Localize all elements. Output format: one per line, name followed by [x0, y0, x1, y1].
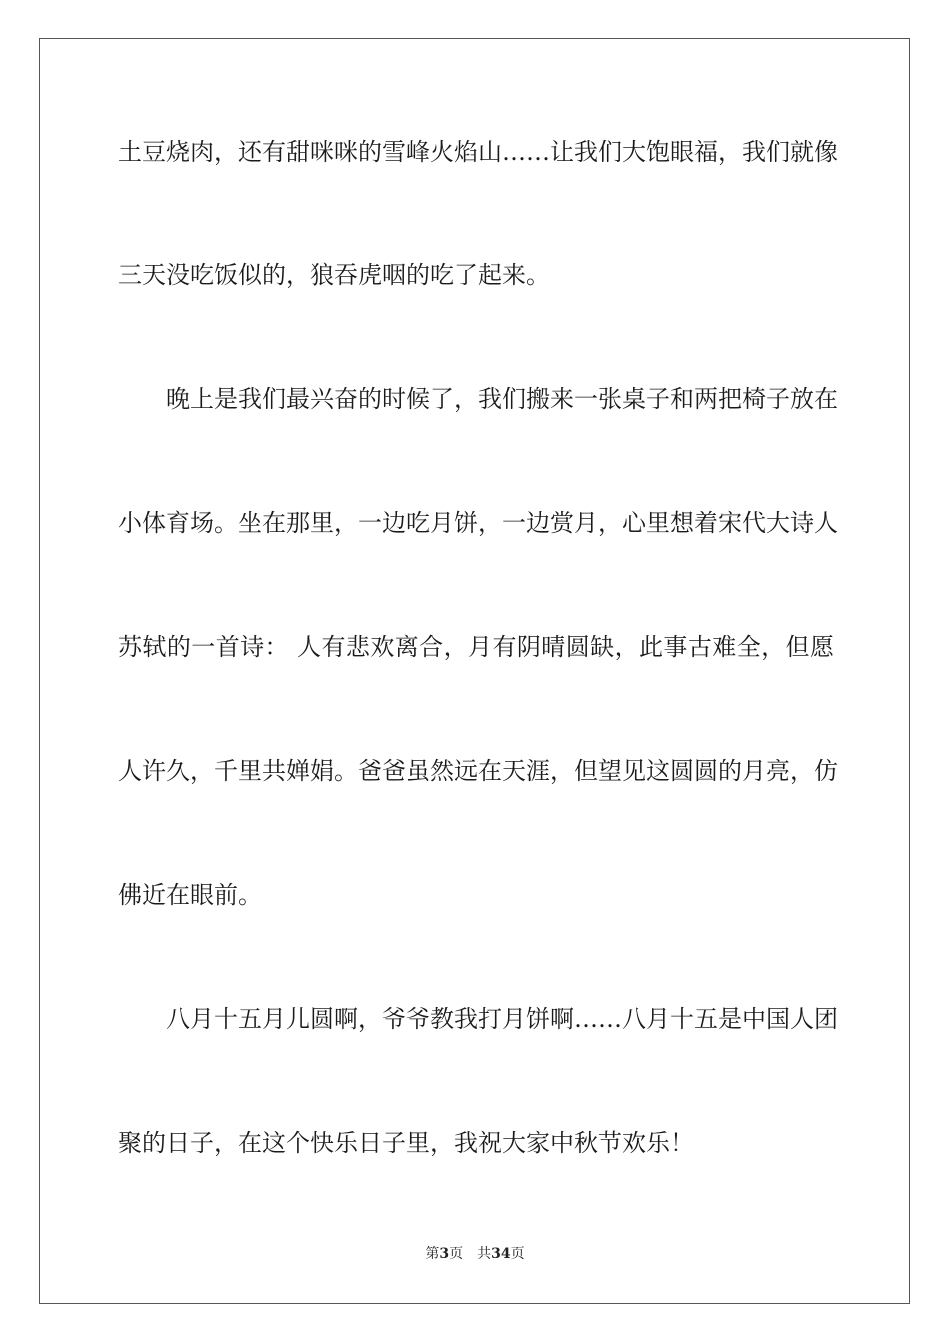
- text-line: 佛近在眼前。: [118, 881, 262, 909]
- text-line: 晚上是我们最兴奋的时候了，我们搬来一张桌子和两把椅子放在: [166, 385, 838, 413]
- text-line: 三天没吃饭似的，狼吞虎咽的吃了起来。: [118, 261, 550, 289]
- page-label-suffix: 页: [449, 1246, 464, 1262]
- text-line: 土豆烧肉，还有甜咪咪的雪峰火焰山……让我们大饱眼福，我们就像: [118, 138, 838, 166]
- page-border: [39, 38, 910, 1304]
- total-label-prefix: 共: [477, 1246, 492, 1262]
- page-label-prefix: 第: [425, 1246, 440, 1262]
- text-line: 苏轼的一首诗： 人有悲欢离合，月有阴晴圆缺，此事古难全，但愿: [118, 633, 834, 661]
- total-pages: 34: [491, 1246, 511, 1262]
- total-label-suffix: 页: [510, 1246, 525, 1262]
- page-number: 3: [439, 1246, 450, 1262]
- page-footer: [0, 1245, 950, 1263]
- text-line: 小体育场。坐在那里，一边吃月饼，一边赏月，心里想着宋代大诗人: [118, 509, 838, 537]
- text-line: 八月十五月儿圆啊，爷爷教我打月饼啊……八月十五是中国人团: [166, 1005, 838, 1033]
- text-line: 聚的日子，在这个快乐日子里，我祝大家中秋节欢乐！: [118, 1129, 694, 1157]
- text-line: 人许久，千里共婵娟。爸爸虽然远在天涯，但望见这圆圆的月亮，仿: [118, 757, 838, 785]
